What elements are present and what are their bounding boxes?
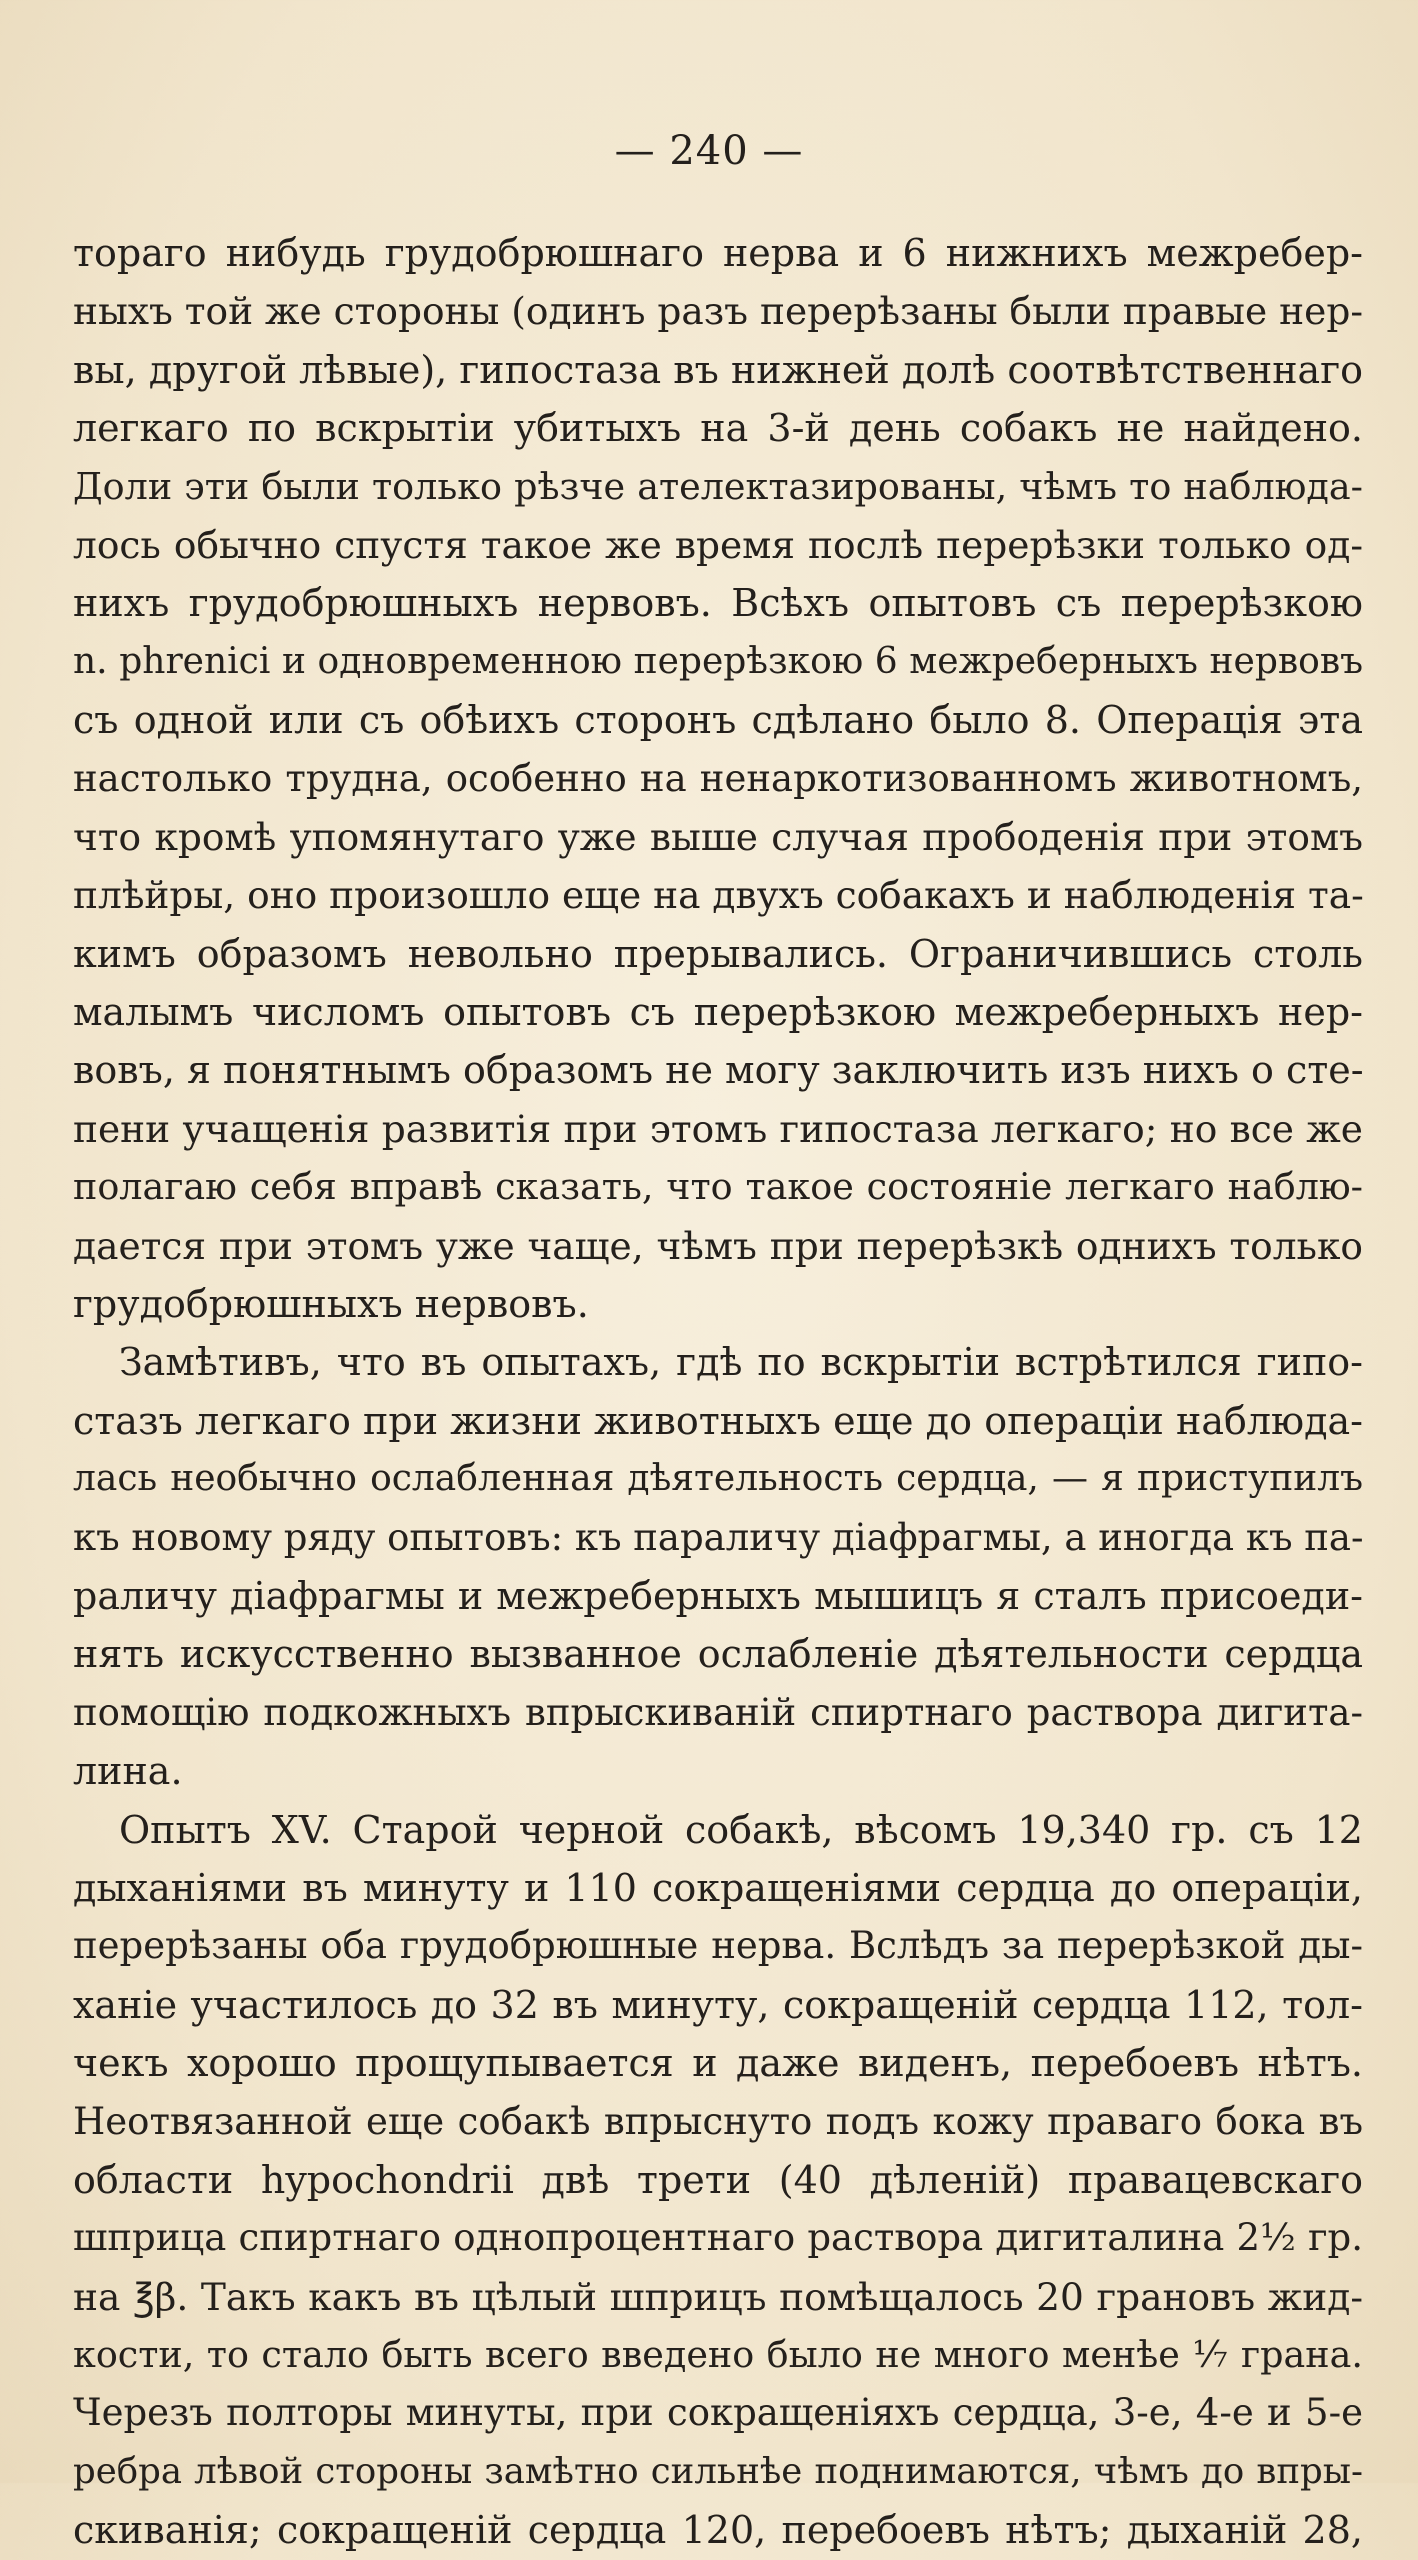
text-line: лась необычно ослабленная дѣятельность сердца, — я приступилъ [73, 1458, 1363, 1500]
text-line: скиванія; сокращеній сердца 120, перебоевъ нѣтъ; дыханій 28, [73, 2508, 1363, 2553]
text-line: лось обычно спустя такое же время послѣ перерѣзки только од- [73, 522, 1363, 567]
text-line: настолько трудна, особенно на ненаркотизованномъ животномъ, [73, 756, 1363, 800]
text-line: вы, другой лѣвые), гипостаза въ нижней долѣ соотвѣтственнаго [73, 347, 1363, 392]
text-line: плѣйры, оно произошло еще на двухъ собакахъ и наблюденія та- [73, 873, 1364, 918]
text-line: что кромѣ упомянутаго уже выше случая прободенія при этомъ [73, 814, 1363, 859]
text-line: чекъ хорошо прощупывается и даже виденъ, перебоевъ нѣтъ. [73, 2041, 1363, 2086]
text-line: шприца спиртнаго однопроцентнаго раствора дигиталина 2½ гр. [73, 2216, 1363, 2260]
text-line: раличу діафрагмы и межреберныхъ мышицъ я сталъ присоеди- [73, 1573, 1363, 1618]
text-line: грудобрюшныхъ нервовъ. [73, 1282, 589, 1327]
text-line: стазъ легкаго при жизни животныхъ еще до операціи наблюда- [73, 1398, 1363, 1443]
text-line: ребра лѣвой стороны замѣтно сильнѣе поднимаются, чѣмъ до впры- [73, 2450, 1363, 2492]
text-line: Черезъ полторы минуты, при сокращеніяхъ сердца, 3-е, 4-е и 5-е [73, 2391, 1363, 2435]
text-line: дается при этомъ уже чаще, чѣмъ при перерѣзкѣ однихъ только [73, 1223, 1363, 1268]
text-line: полагаю себя вправѣ сказать, что такое состояніе легкаго наблю- [73, 1165, 1363, 1209]
text-line: къ новому ряду опытовъ: къ параличу діафрагмы, а иногда къ па- [73, 1515, 1364, 1559]
body-text [73, 224, 1363, 2560]
text-line: дыханіями въ минуту и 110 сокращеніями сердца до операціи, [73, 1865, 1363, 1910]
text-line: помощію подкожныхъ впрыскиваній спиртнаго раствора дигита- [73, 1690, 1363, 1734]
text-line: нихъ грудобрюшныхъ нервовъ. Всѣхъ опытовъ съ перерѣзкою [73, 581, 1363, 626]
text-line: кимъ образомъ невольно прерывались. Ограничившись столь [73, 931, 1363, 976]
text-line: Опытъ XV. Старой черной собакѣ, вѣсомъ 19,340 гр. съ 12 [119, 1807, 1363, 1852]
page-number-header: — 240 — [614, 128, 804, 174]
text-line: съ одной или съ обѣихъ сторонъ сдѣлано было 8. Операція эта [73, 698, 1363, 743]
text-line: перерѣзаны оба грудобрюшные нерва. Вслѣдъ за перерѣзкой ды- [73, 1924, 1363, 1968]
text-line: Неотвязанной еще собакѣ впрыснуто подъ кожу праваго бока въ [73, 2099, 1363, 2143]
text-line: малымъ числомъ опытовъ съ перерѣзкою межреберныхъ нер- [73, 990, 1363, 1035]
text-line: легкаго по вскрытіи убитыхъ на 3-й день собакъ не найдено. [73, 406, 1363, 451]
text-line: на ℥β. Такъ какъ въ цѣлый шприцъ помѣщалось 20 грановъ жид- [73, 2274, 1363, 2319]
text-line: n. phrenici и одновременною перерѣзкою 6 межреберныхъ нервовъ [73, 640, 1363, 682]
text-line: ныхъ той же стороны (одинъ разъ перерѣзаны были правые нер- [73, 289, 1363, 334]
text-line: Доли эти были только рѣзче ателектазированы, чѣмъ то наблюда- [73, 464, 1363, 508]
text-line: тораго нибудь грудобрюшнаго нерва и 6 нижнихъ межребер- [73, 231, 1363, 275]
text-line: кости, то стало быть всего введено было не много менѣе ⅐ грана. [73, 2333, 1363, 2377]
text-line: вовъ, я понятнымъ образомъ не могу заключить изъ нихъ о сте- [73, 1048, 1364, 1093]
text-line: нять искусственно вызванное ослабленіе дѣятельности сердца [73, 1632, 1363, 1677]
text-line: Замѣтивъ, что въ опытахъ, гдѣ по вскрытіи встрѣтился гипо- [119, 1340, 1363, 1385]
text-line: пени учащенія развитія при этомъ гипостаза легкаго; но все же [73, 1106, 1363, 1151]
text-line: области hypochondrii двѣ трети (40 дѣленій) правацевскаго [73, 2157, 1363, 2202]
text-line: лина. [73, 1749, 183, 1794]
text-line: ханіе участилось до 32 въ минуту, сокращеній сердца 112, тол- [73, 1982, 1363, 2027]
